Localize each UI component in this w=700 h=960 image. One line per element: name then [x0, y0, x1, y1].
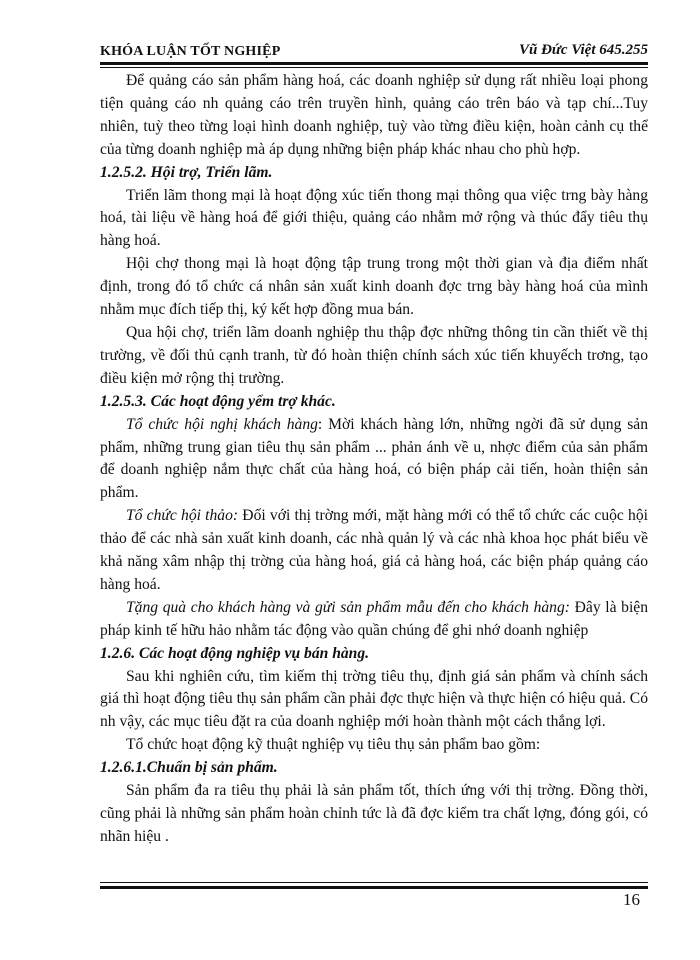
paragraph-text: Đây là biện pháp kinh tế hữu hảo nhằm tác động vào quần chúng để ghi nhớ doanh nghiệp — [100, 598, 649, 639]
section-heading: 1.2.5.2. Hội trợ, Triển lãm. — [100, 163, 273, 181]
page-number: 16 — [623, 890, 640, 909]
section-heading: 1.2.5.3. Các hoạt động yểm trợ khác. — [100, 392, 336, 410]
italic-lead: Tổ chức hội thảo: — [126, 507, 239, 525]
header-rule-thin — [100, 67, 648, 68]
paragraph — [100, 597, 648, 643]
paragraph — [100, 414, 648, 506]
paragraph: Qua hội chợ, triển lãm doanh nghiệp thu thập đợc những thông tin cần thiết về thị trường, về đối thủ cạnh tranh, từ đó hoàn thiện chính sách xúc tiến khuyếch trơng, tạo điều kiện mở rộng thị trường. — [100, 323, 648, 387]
paragraph-text: Đối với thị trờng mới, mặt hàng mới có thể tổ chức các cuộc hội thảo để các nhà sản xuất kinh doanh, các nhà quản lý và các nhà khoa học phát biểu về khả năng xâm nhập thị trờng của hàng hoá, giá cả hàng hoá, các biện pháp quảng cáo hàng hoá. — [100, 507, 648, 593]
paragraph: Hội chợ thong mại là hoạt động tập trung trong một thời gian và địa điểm nhất định, trong đó tổ chức cá nhân sản xuất kinh doanh đợc trng bày hàng hoá của mình nhằm mục đích tiếp thị, ký kết hợp đồng mua bán. — [100, 255, 648, 319]
header-rule — [100, 62, 648, 65]
footer-rule — [100, 886, 648, 889]
paragraph: Tổ chức hoạt động kỹ thuật nghiệp vụ tiêu thụ sản phẩm bao gồm: — [126, 736, 541, 754]
body-text — [100, 70, 648, 849]
section-heading: 1.2.6.1.Chuẩn bị sản phẩm. — [100, 759, 278, 777]
paragraph: Triển lãm thong mại là hoạt động xúc tiến thong mại thông qua việc trng bày hàng hoá, tài liệu về hàng hoá để giới thiệu, quảng cáo nhằm mở rộng và thúc đẩy tiêu thụ hàng hoá. — [100, 186, 648, 250]
footer-rule-thin — [100, 882, 648, 883]
italic-lead: Tổ chức hội nghị khách hàng — [126, 415, 318, 433]
header-title: KHÓA LUẬN TỐT NGHIỆP — [100, 44, 281, 59]
paragraph-text: : Mời khách hàng lớn, những ngời đã sử dụng sản phẩm, những trung gian tiêu thụ sản phẩm ... phản ánh về u, nhợc điểm của sản phẩm để doanh nghiệp nắm thực chất của hàng hoá, có biện pháp cải tiến, hoàn thiện sản phẩm. — [100, 415, 648, 502]
paragraph: Sau khi nghiên cứu, tìm kiếm thị trờng tiêu thụ, định giá sản phẩm và chính sách giá thì hoạt động tiêu thụ sản phẩm cần phải đợc thực hiện và thực hiện có hiệu quả. Có nh vậy, các mục tiêu đặt ra của doanh nghiệp mới hoàn thành một cách thắng lợi. — [100, 667, 648, 731]
header-author: Vũ Đức Việt 645.255 — [519, 42, 648, 58]
paragraph: Để quảng cáo sản phẩm hàng hoá, các doanh nghiệp sử dụng rất nhiều loại phong tiện quảng cáo nh quảng cáo trên truyền hình, quảng cáo trên báo và tạp chí...Tuy nhiên, tuỳ theo từng loại hình doanh nghiệp, tuỳ vào từng điều kiện, hoàn cảnh cụ thể của từng doanh nghiệp mà áp dụng những biện pháp khác nhau cho phù hợp. — [100, 72, 648, 158]
paragraph: Sản phẩm đa ra tiêu thụ phải là sản phẩm tốt, thích ứng với thị trờng. Đồng thời, cũng phải là những sản phẩm hoàn chỉnh tức là đã đợc kiểm tra chất lợng, đóng gói, có nhãn hiệu . — [100, 782, 648, 845]
section-heading: 1.2.6. Các hoạt động nghiệp vụ bán hàng. — [100, 644, 370, 662]
page-header — [100, 38, 648, 64]
italic-lead: Tặng quà cho khách hàng và gửi sản phẩm mẫu đến cho khách hàng: — [126, 598, 570, 616]
paragraph — [100, 505, 648, 597]
